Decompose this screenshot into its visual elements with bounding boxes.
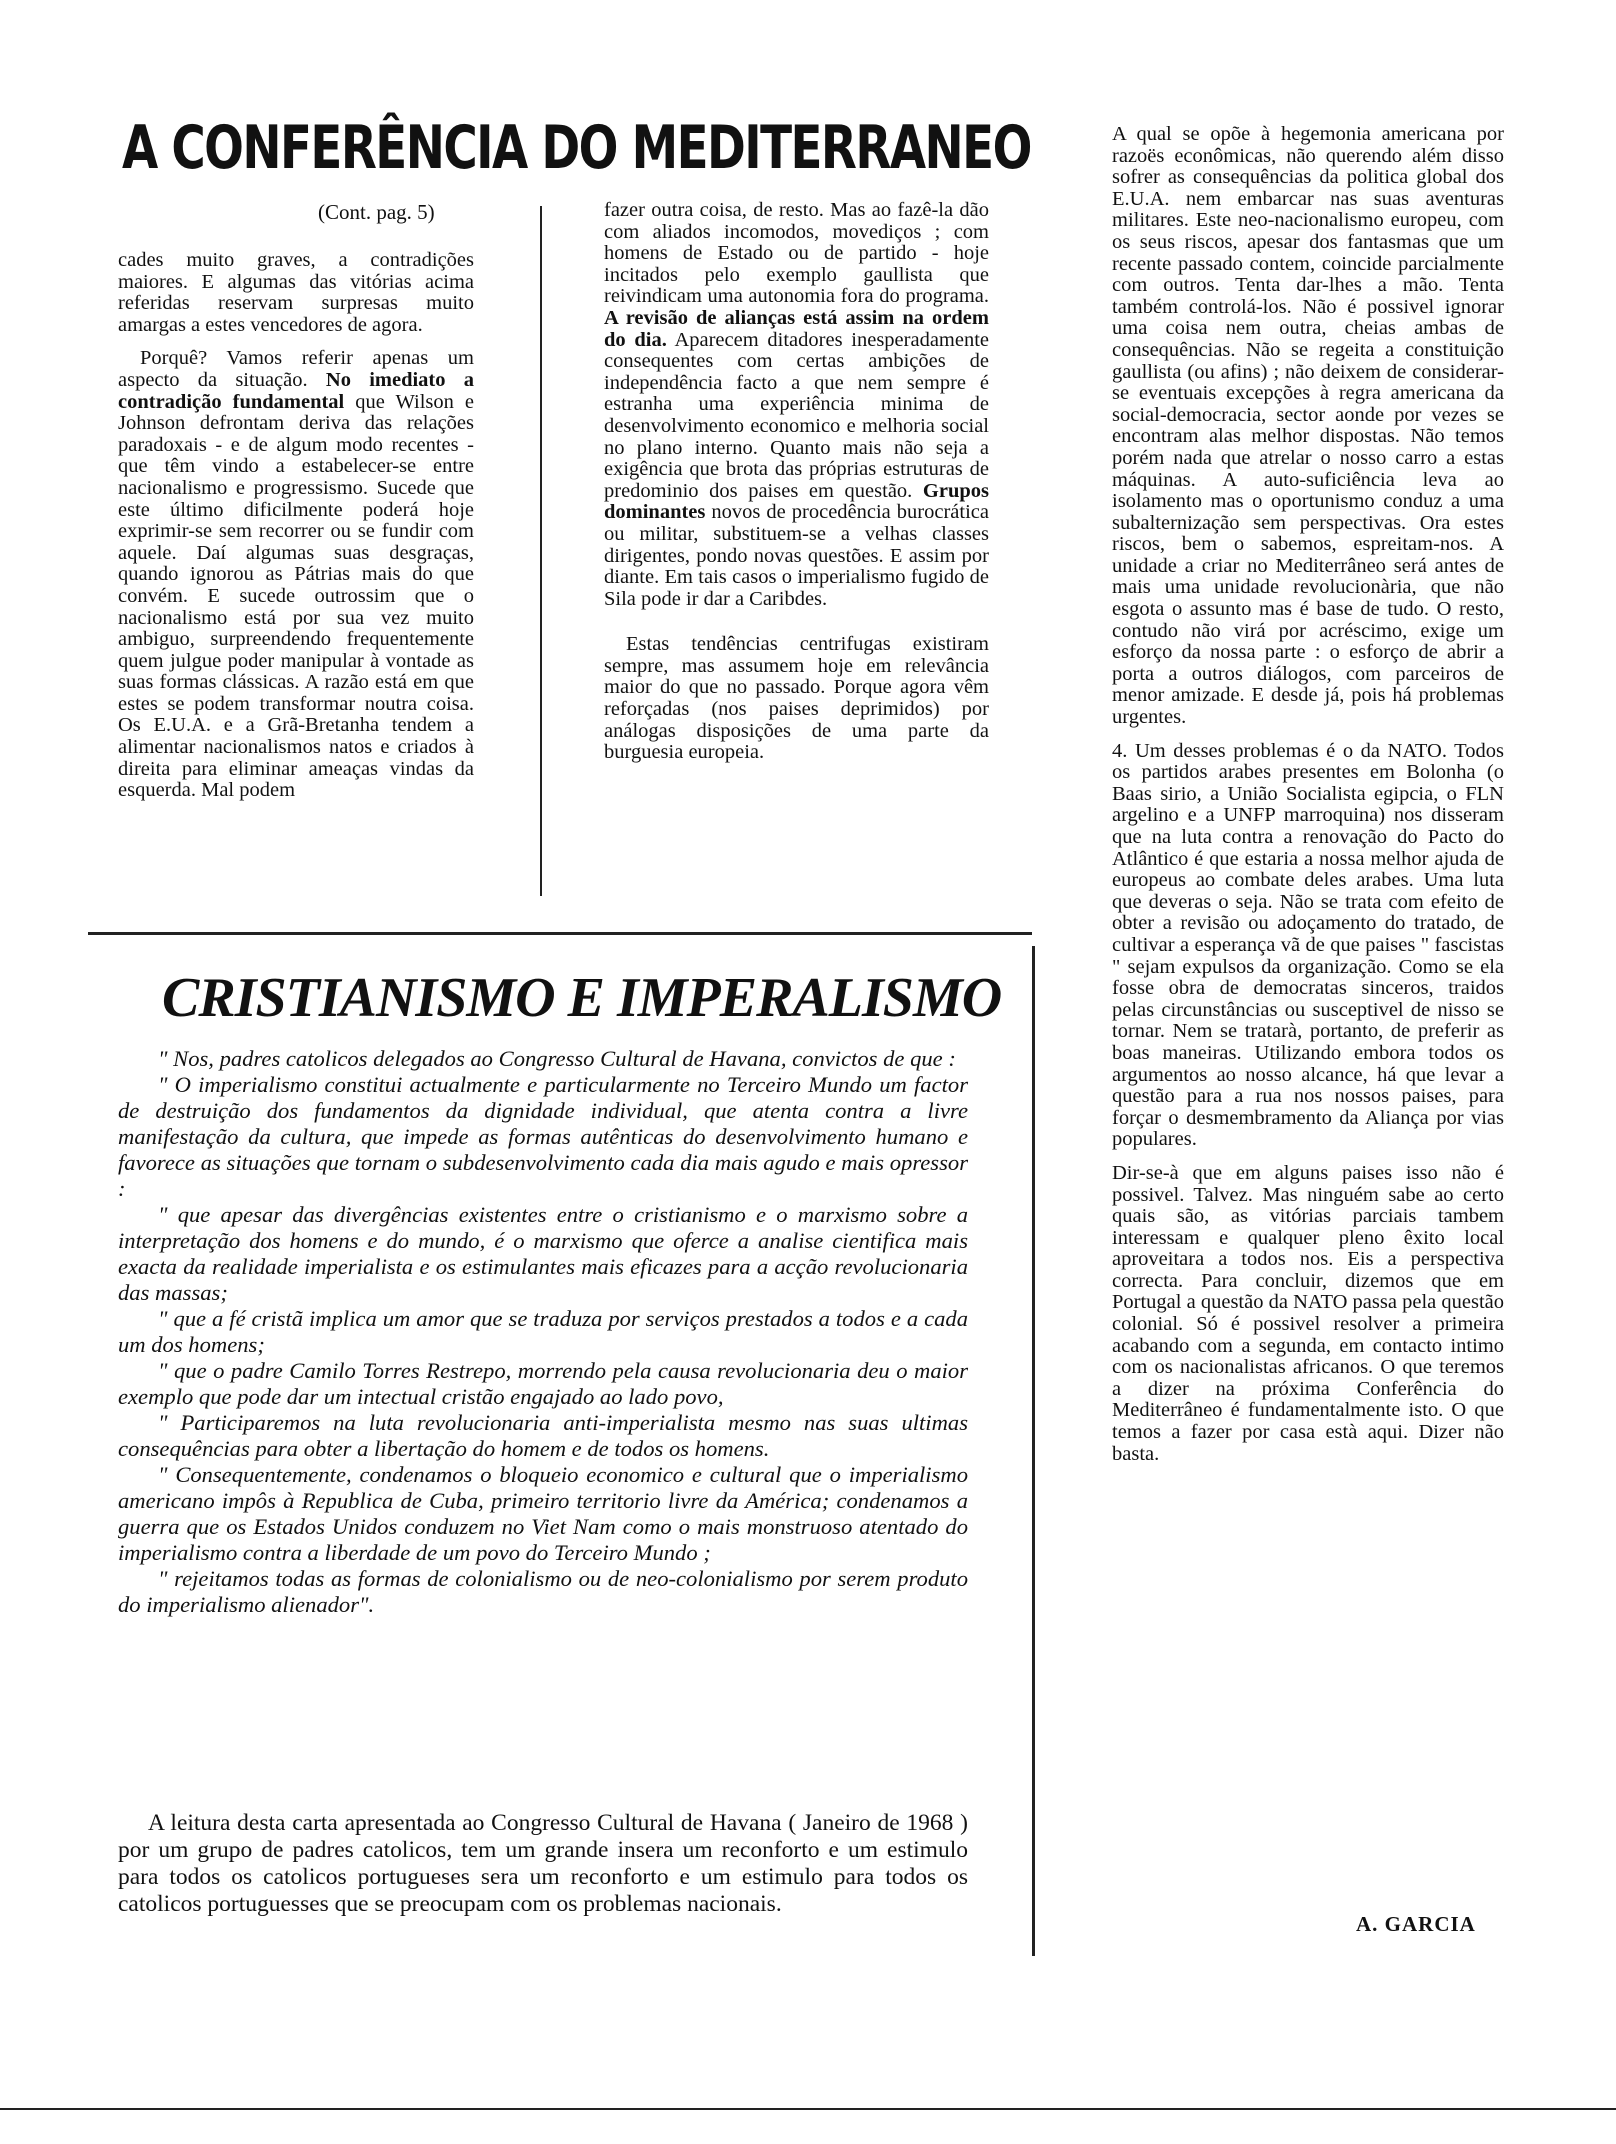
column-divider: [1032, 946, 1035, 1956]
article-column-3: [1112, 124, 1504, 1477]
article-column-2: [604, 200, 989, 776]
quote-paragraph: " que a fé cristã implica um amor que se traduza por serviços prestados a todos e a cada um dos homens;: [118, 1306, 968, 1357]
page-bottom-rule: [0, 2108, 1616, 2110]
quote-paragraph: " rejeitamos todas as formas de colonialismo ou de neo-colonialismo por serem produto do imperialismo alienador".: [118, 1566, 968, 1617]
emphasis-text: No imediato a contradição fundamental: [118, 368, 475, 413]
author-signature: A. GARCIA: [1356, 1912, 1476, 1936]
paragraph: A qual se opõe à hegemonia americana por razoës econômicas, não querendo além disso sofrer as consequências da politica global dos E.U.A. nem embarcar nas suas aventuras militares. Este neo-nacionalismo europeu, com os seus riscos, apesar dos fantasmas que um recente passado contem, coincide parcialmente com outros. Tenta dar-lhes a mão. Tenta também controlá-los. Não é possivel ignorar uma coisa nem outra, cheias ambas de consequências. Não se regeita a constituição gaullista (ou afins) ; não deixem de considerar-se eventuais excepções à regra americana da social-democracia, sector aonde por vezes se encontram alas melhor dispostas. Não temos porém nada que atrelar o nosso carro a estas máquinas. A auto-suficiência leva ao isolamento mas o oportunismo conduz a uma subalternização sem perspectivas. Ora estes riscos, bem o sabemos, espreitam-nos. A unidade a criar no Mediterrâneo será antes de mais uma unidade revolucionària, que não esgota o assunto mas é base de tudo. O resto, contudo não virá por acréscimo, exige um esforço da nossa parte : o esforço de abrir a porta a outros diálogos, com parceiros de menor amizade. E desde já, pois há problemas urgentes.: [1112, 123, 1504, 729]
emphasis-text: A revisão de alianças está assim na ordem do dia.: [604, 306, 989, 351]
quote-paragraph: " que apesar das divergências existentes entre o cristianismo e o marxismo sobre a interpretação dos homens e do mundo, é o marxismo que oferce a analise cientifica mais exacta da realidade imperialista e os estimulantes mais eficazes para a acção revolucionaria das massas;: [118, 1202, 968, 1305]
article-column-1: [118, 250, 474, 814]
column-divider: [540, 206, 542, 896]
paragraph: Dir-se-à que em alguns paises isso não é possivel. Talvez. Mas ninguém sabe ao certo quais são, as vitórias parciais tambem interessam e qualquer pleno êxito local aproveitara a todos nos. Eis a perspectiva correcta. Para concluir, dizemos que em Portugal a questão da NATO passa pela questão colonial. Só é possivel resolver a primeira acabando com a segunda, em contacto intimo com os nacionalistas africanos. O que teremos a dizer na próxima Conferência do Mediterrâneo é fundamentalmente isto. O que temos a fazer por casa està aqui. Dizer não basta.: [1112, 1161, 1504, 1465]
section-divider: [88, 932, 1032, 935]
quote-paragraph: " Nos, padres catolicos delegados ao Congresso Cultural de Havana, convictos de que :: [158, 1046, 956, 1071]
quote-paragraph: " O imperialismo constitui actualmente e particularmente no Terceiro Mundo um factor de destruição dos fundamentos da dignidade individual, que atenta contra a livre manifestação da cultura, que impede as formas autênticas do desenvolvimento humano e favorece as situações que tornam o subdesenvolvimento cada dia mais agudo e mais opressor :: [118, 1072, 968, 1201]
emphasis-text: Grupos dominantes: [604, 479, 989, 524]
paragraph: cades muito graves, a contradições maiores. E algumas das vitórias acima referidas reservam surpresas muito amargas a estes vencedores de agora.: [118, 249, 474, 336]
text-run: Porquê? Vamos referir apenas um aspecto da situação.: [118, 347, 474, 391]
paragraph: 4. Um desses problemas é o da NATO. Todos os partidos arabes presentes em Bolonha (o Baas sirio, a União Socialista egipcia, o FLN argelino e a UNFP marroquina) nos disseram que na luta contra a renovação do Pacto do Atlântico é que estaria a nossa melhor ajuda de europeus ao combate deles arabes. Uma luta que deveras o seja. Não se trata com efeito de obter a revisão ou adoçamento do tratado, de cultivar a esperança vã de que paises " fascistas " sejam expulsos da organização. Como se ela fosse obra de democratas sinceros, traidos pelas circunstâncias ou susceptivel de nisso se tornar. Nem se tratarà, portanto, de preferir as boas maneiras. Utilizando embora todos os argumentos ao nosso alcance, há que levar a questão para a rua nos nossos paises, para forçar o desmembramento da Aliança por vias populares.: [1112, 739, 1504, 1151]
continuation-note: (Cont. pag. 5): [318, 200, 435, 224]
letter-quote: [118, 1046, 968, 1618]
text-run: fazer outra coisa, de resto. Mas ao fazê-la dão com aliados incomodos, movediços ; com homens de Estado ou de partido - hoje incitados pelo exemplo gaullista que reivindicam uma autonomia fora do programa.: [604, 199, 989, 308]
quote-paragraph: " Participaremos na luta revolucionaria anti-imperialista mesmo nas suas ultimas consequências para obter a libertação do homem e de todos os homens.: [118, 1410, 968, 1461]
article-title: A CONFERÊNCIA DO MEDITERRANEO: [122, 113, 1031, 183]
article-title-2: CRISTIANISMO E IMPERALISMO: [162, 967, 1002, 1029]
closing-paragraph: [118, 1810, 968, 1918]
paragraph: [604, 200, 989, 610]
text-run: novos de procedência burocrática ou militar, substituem-se a velhas classes dirigentes, pondo novas questões. E assim por diante. Em tais casos o imperialismo fugido de Sila pode ir dar a Caribdes.: [604, 501, 989, 610]
quote-paragraph: " Consequentemente, condenamos o bloqueio economico e cultural que o imperialismo americano impôs à Republica de Cuba, primeiro territorio livre da América; condenamos a guerra que os Estados Unidos conduzem no Viet Nam como o mais monstruoso atentado do imperialismo contra a liberdade de um povo do Terceiro Mundo ;: [118, 1462, 968, 1565]
text-run: Aparecem ditadores inesperadamente consequentes com certas ambições de independência facto a que nem sempre é estranha uma experiência minima de desenvolvimento economico e melhoria social no plano interno. Quanto mais não seja a exigência que brota das próprias estruturas de predominio dos paises em questão.: [604, 328, 990, 502]
paragraph: Estas tendências centrifugas existiram sempre, mas assumem hoje em relevância maior do que no passado. Porque agora vêm reforçadas (nos paises deprimidos) por análogas disposições de uma parte da burguesia europeia.: [604, 633, 989, 764]
quote-paragraph: " que o padre Camilo Torres Restrepo, morrendo pela causa revolucionaria deu o maior exemplo que pode dar um intectual cristão engajado ao lado povo,: [118, 1358, 968, 1409]
paragraph: A leitura desta carta apresentada ao Congresso Cultural de Havana ( Janeiro de 1968 ) por um grupo de padres catolicos, tem um grande insera um reconforto e um estimulo para todos os catolicos portugueses sera um reconforto e um estimulo para todos os catolicos portuguesses que se preocupam com os problemas nacionais.: [118, 1810, 968, 1917]
text-run: que Wilson e Johnson defrontam deriva das relações paradoxais - e de algum modo recentes - que têm vindo a estabelecer-se entre nacionalismo e progressismo. Sucede que este último dificilmente poderá hoje exprimir-se sem recorrer ou se fundir com aquele. Daí algumas suas desgraças, quando ignorou as Pátrias mais do que convém. E sucede outrossim que o nacionalismo está por sua vez muito ambiguo, surpreendendo frequentemente quem julgue poder manipular à vontade as suas formas clássicas. A razão está em que estes se podem transformar noutra coisa. Os E.U.A. e a Grã-Bretanha tendem a alimentar nacionalismos natos e criados à direita para eliminar ameaças vindas da esquerda. Mal podem: [118, 390, 475, 802]
paragraph: [118, 348, 474, 801]
